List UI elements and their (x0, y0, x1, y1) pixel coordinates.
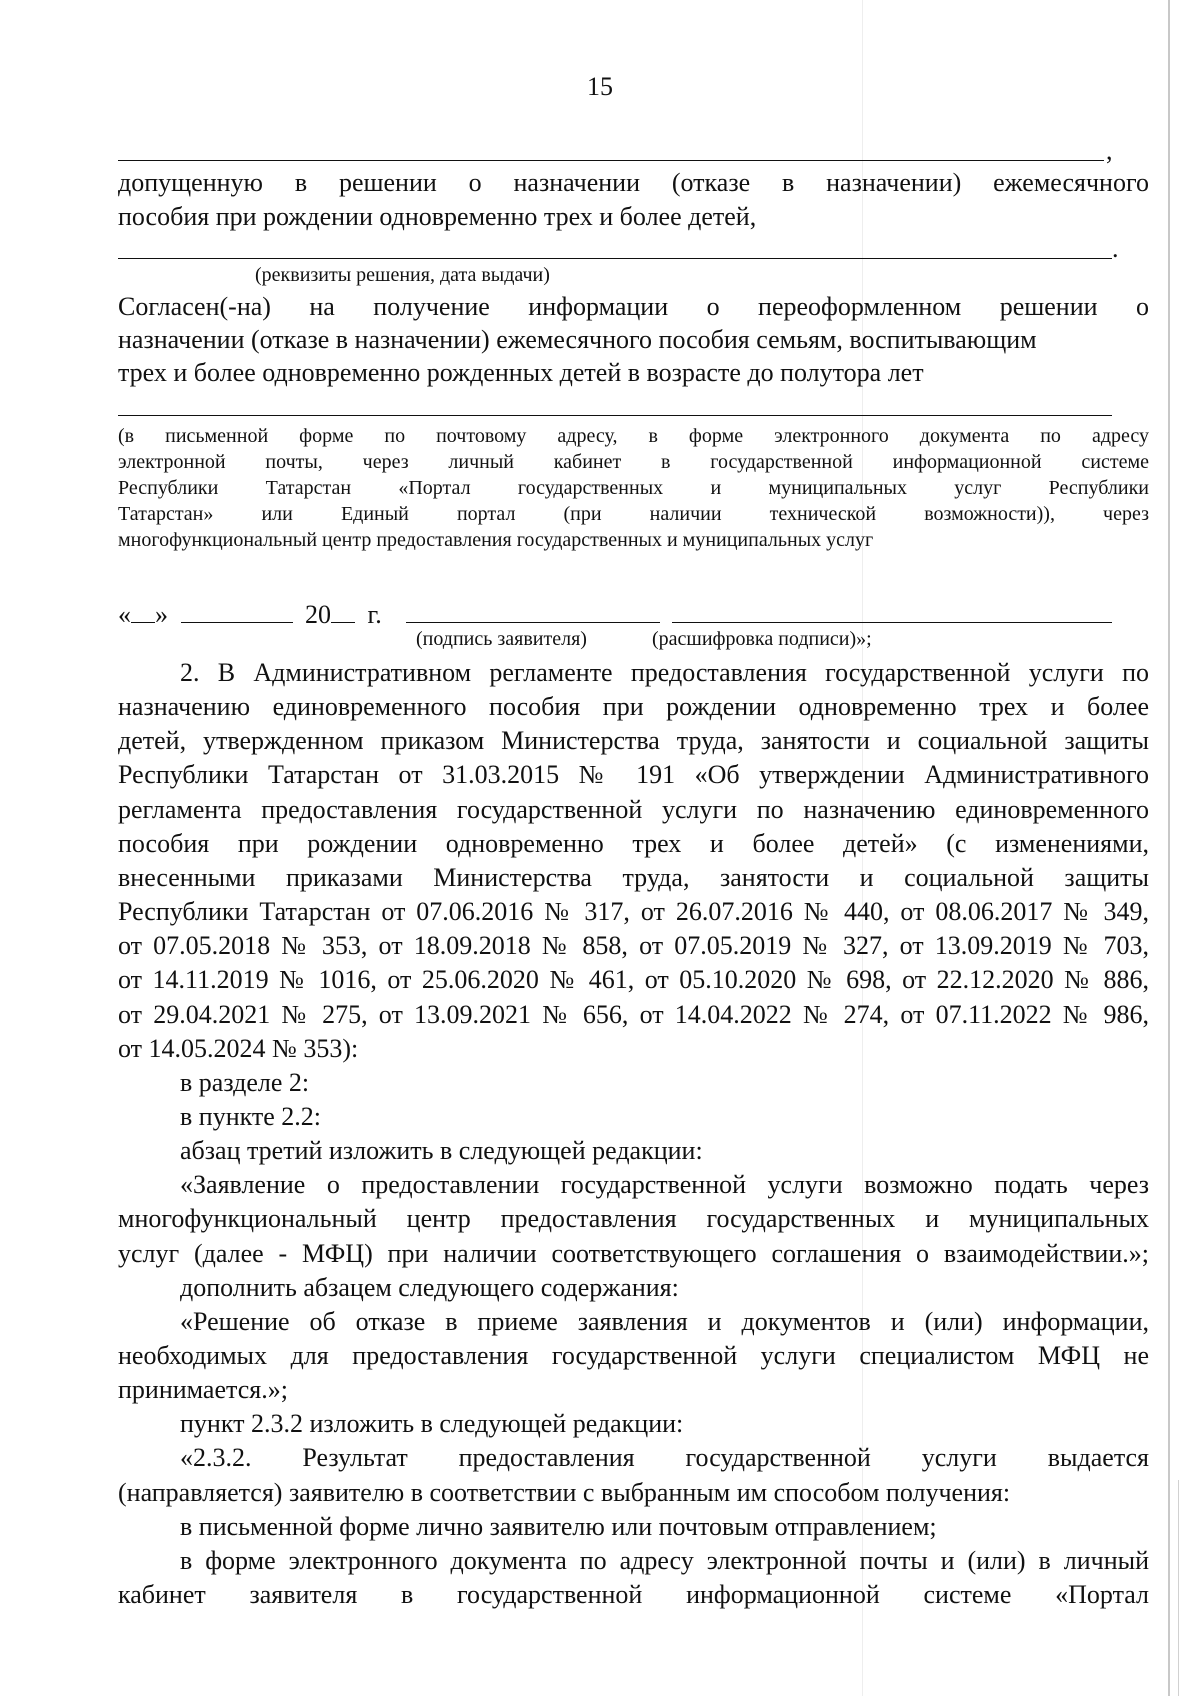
trailing-comma: , (1106, 136, 1113, 165)
decision-fill-line (118, 258, 1112, 259)
scan-edge-line (1178, 1480, 1179, 1696)
note-line: Республики Татарстан «Портал государственных и муниципальных услуг Республики (118, 477, 1149, 499)
body-text-line: «Решение об отказе в приеме заявления и документов и (или) информации, (180, 1306, 1149, 1336)
body-text-line: «2.3.2. Результат предоставления государственной услуги выдается (180, 1443, 1149, 1473)
text-line: пособия при рождении одновременно трех и более детей, (118, 202, 757, 231)
body-text-line: кабинет заявителя в государственной информационной системе «Портал (118, 1580, 1149, 1610)
decision-caption: (реквизиты решения, дата выдачи) (255, 264, 550, 286)
day-blank (131, 600, 155, 623)
fill-in-line (118, 160, 1104, 161)
scan-edge-line (1168, 0, 1170, 1696)
year-blank (331, 600, 355, 623)
body-text-line: Республики Татарстан от 31.03.2015 № 191 «Об утверждении Административного (118, 760, 1149, 790)
trailing-period: . (1112, 234, 1119, 263)
text-line: допущенную в решении о назначении (отказе в назначении) ежемесячного (118, 168, 1149, 197)
body-text-line: необходимых для предоставления государственной услуги специалистом МФЦ не (118, 1341, 1149, 1370)
body-text-line: «Заявление о предоставлении государственной услуги возможно подать через (180, 1170, 1149, 1200)
text-line: трех и более одновременно рожденных детей в возрасте до полутора лет (118, 358, 924, 387)
note-line: электронной почты, через личный кабинет в государственной информационной системе (118, 451, 1149, 473)
delivery-fill-line (118, 415, 1112, 416)
body-text-line: многофункциональный центр предоставления государственных и муниципальных (118, 1204, 1149, 1234)
body-text-line: (направляется) заявителю в соответствии с выбранным им способом получения: (118, 1477, 1011, 1507)
date-open-quote: « (118, 600, 131, 629)
body-text-line: от 14.11.2019 № 1016, от 25.06.2020 № 461, от 05.10.2020 № 698, от 22.12.2020 № 886, (118, 965, 1149, 995)
signature-caption: (подпись заявителя) (416, 628, 587, 650)
body-text-line: от 07.05.2018 № 353, от 18.09.2018 № 858, от 07.05.2019 № 327, от 13.09.2019 № 703, (118, 931, 1149, 961)
signature-row (118, 598, 382, 632)
body-text-line: 2. В Административном регламенте предоставления государственной услуги по (180, 658, 1149, 687)
page-number: 15 (587, 72, 613, 101)
decoding-fill-line (672, 622, 1112, 623)
year-prefix: 20 (305, 600, 331, 629)
body-text-line: в письменной форме лично заявителю или почтовым отправлением; (180, 1511, 937, 1541)
body-text-line: внесенными приказами Министерства труда, занятости и социальной защиты (118, 862, 1149, 892)
body-text-line: детей, утвержденном приказом Министерства труда, занятости и социальной защиты (118, 726, 1149, 756)
body-text-line: пособия при рождении одновременно трех и более детей» (с изменениями, (118, 828, 1149, 858)
year-suffix: г. (367, 600, 382, 629)
signature-fill-line (406, 622, 660, 623)
body-text-line: назначению единовременного пособия при рождении одновременно трех и более (118, 692, 1149, 722)
body-text-line: услуг (далее - МФЦ) при наличии соответствующего соглашения о взаимодействии.»; (118, 1238, 1149, 1268)
text-line: назначении (отказе в назначении) ежемесячного пособия семьям, воспитывающим (118, 325, 1037, 354)
body-text-line: в разделе 2: (180, 1067, 310, 1097)
note-line: Татарстан» или Единый портал (при наличии технической возможности)), через (118, 503, 1149, 525)
body-text-line: Республики Татарстан от 07.06.2016 № 317, от 26.07.2016 № 440, от 08.06.2017 № 349, (118, 897, 1149, 927)
body-text-line: в форме электронного документа по адресу электронной почты и (или) в личный (180, 1545, 1149, 1575)
note-line: (в письменной форме по почтовому адресу, в форме электронного документа по адресу (118, 425, 1149, 447)
month-blank (181, 600, 293, 623)
body-text-line: абзац третий изложить в следующей редакции: (180, 1136, 703, 1166)
date-close-quote: » (155, 600, 168, 629)
decoding-caption: (расшифровка подписи)»; (652, 628, 872, 650)
body-text-line: регламента предоставления государственной услуги по назначению единовременного (118, 794, 1149, 824)
body-text-line: принимается.»; (118, 1375, 288, 1405)
text-line: Согласен(-на) на получение информации о переоформленном решении о (118, 292, 1149, 321)
body-text-line: дополнить абзацем следующего содержания: (180, 1272, 679, 1302)
note-line: многофункциональный центр предоставления государственных и муниципальных услуг (118, 529, 874, 551)
body-text-line: пункт 2.3.2 изложить в следующей редакции: (180, 1409, 684, 1439)
body-text-line: от 29.04.2021 № 275, от 13.09.2021 № 656, от 14.04.2022 № 274, от 07.11.2022 № 986, (118, 999, 1149, 1029)
body-text-line: в пункте 2.2: (180, 1101, 322, 1131)
body-text-line: от 14.05.2024 № 353): (118, 1033, 359, 1063)
